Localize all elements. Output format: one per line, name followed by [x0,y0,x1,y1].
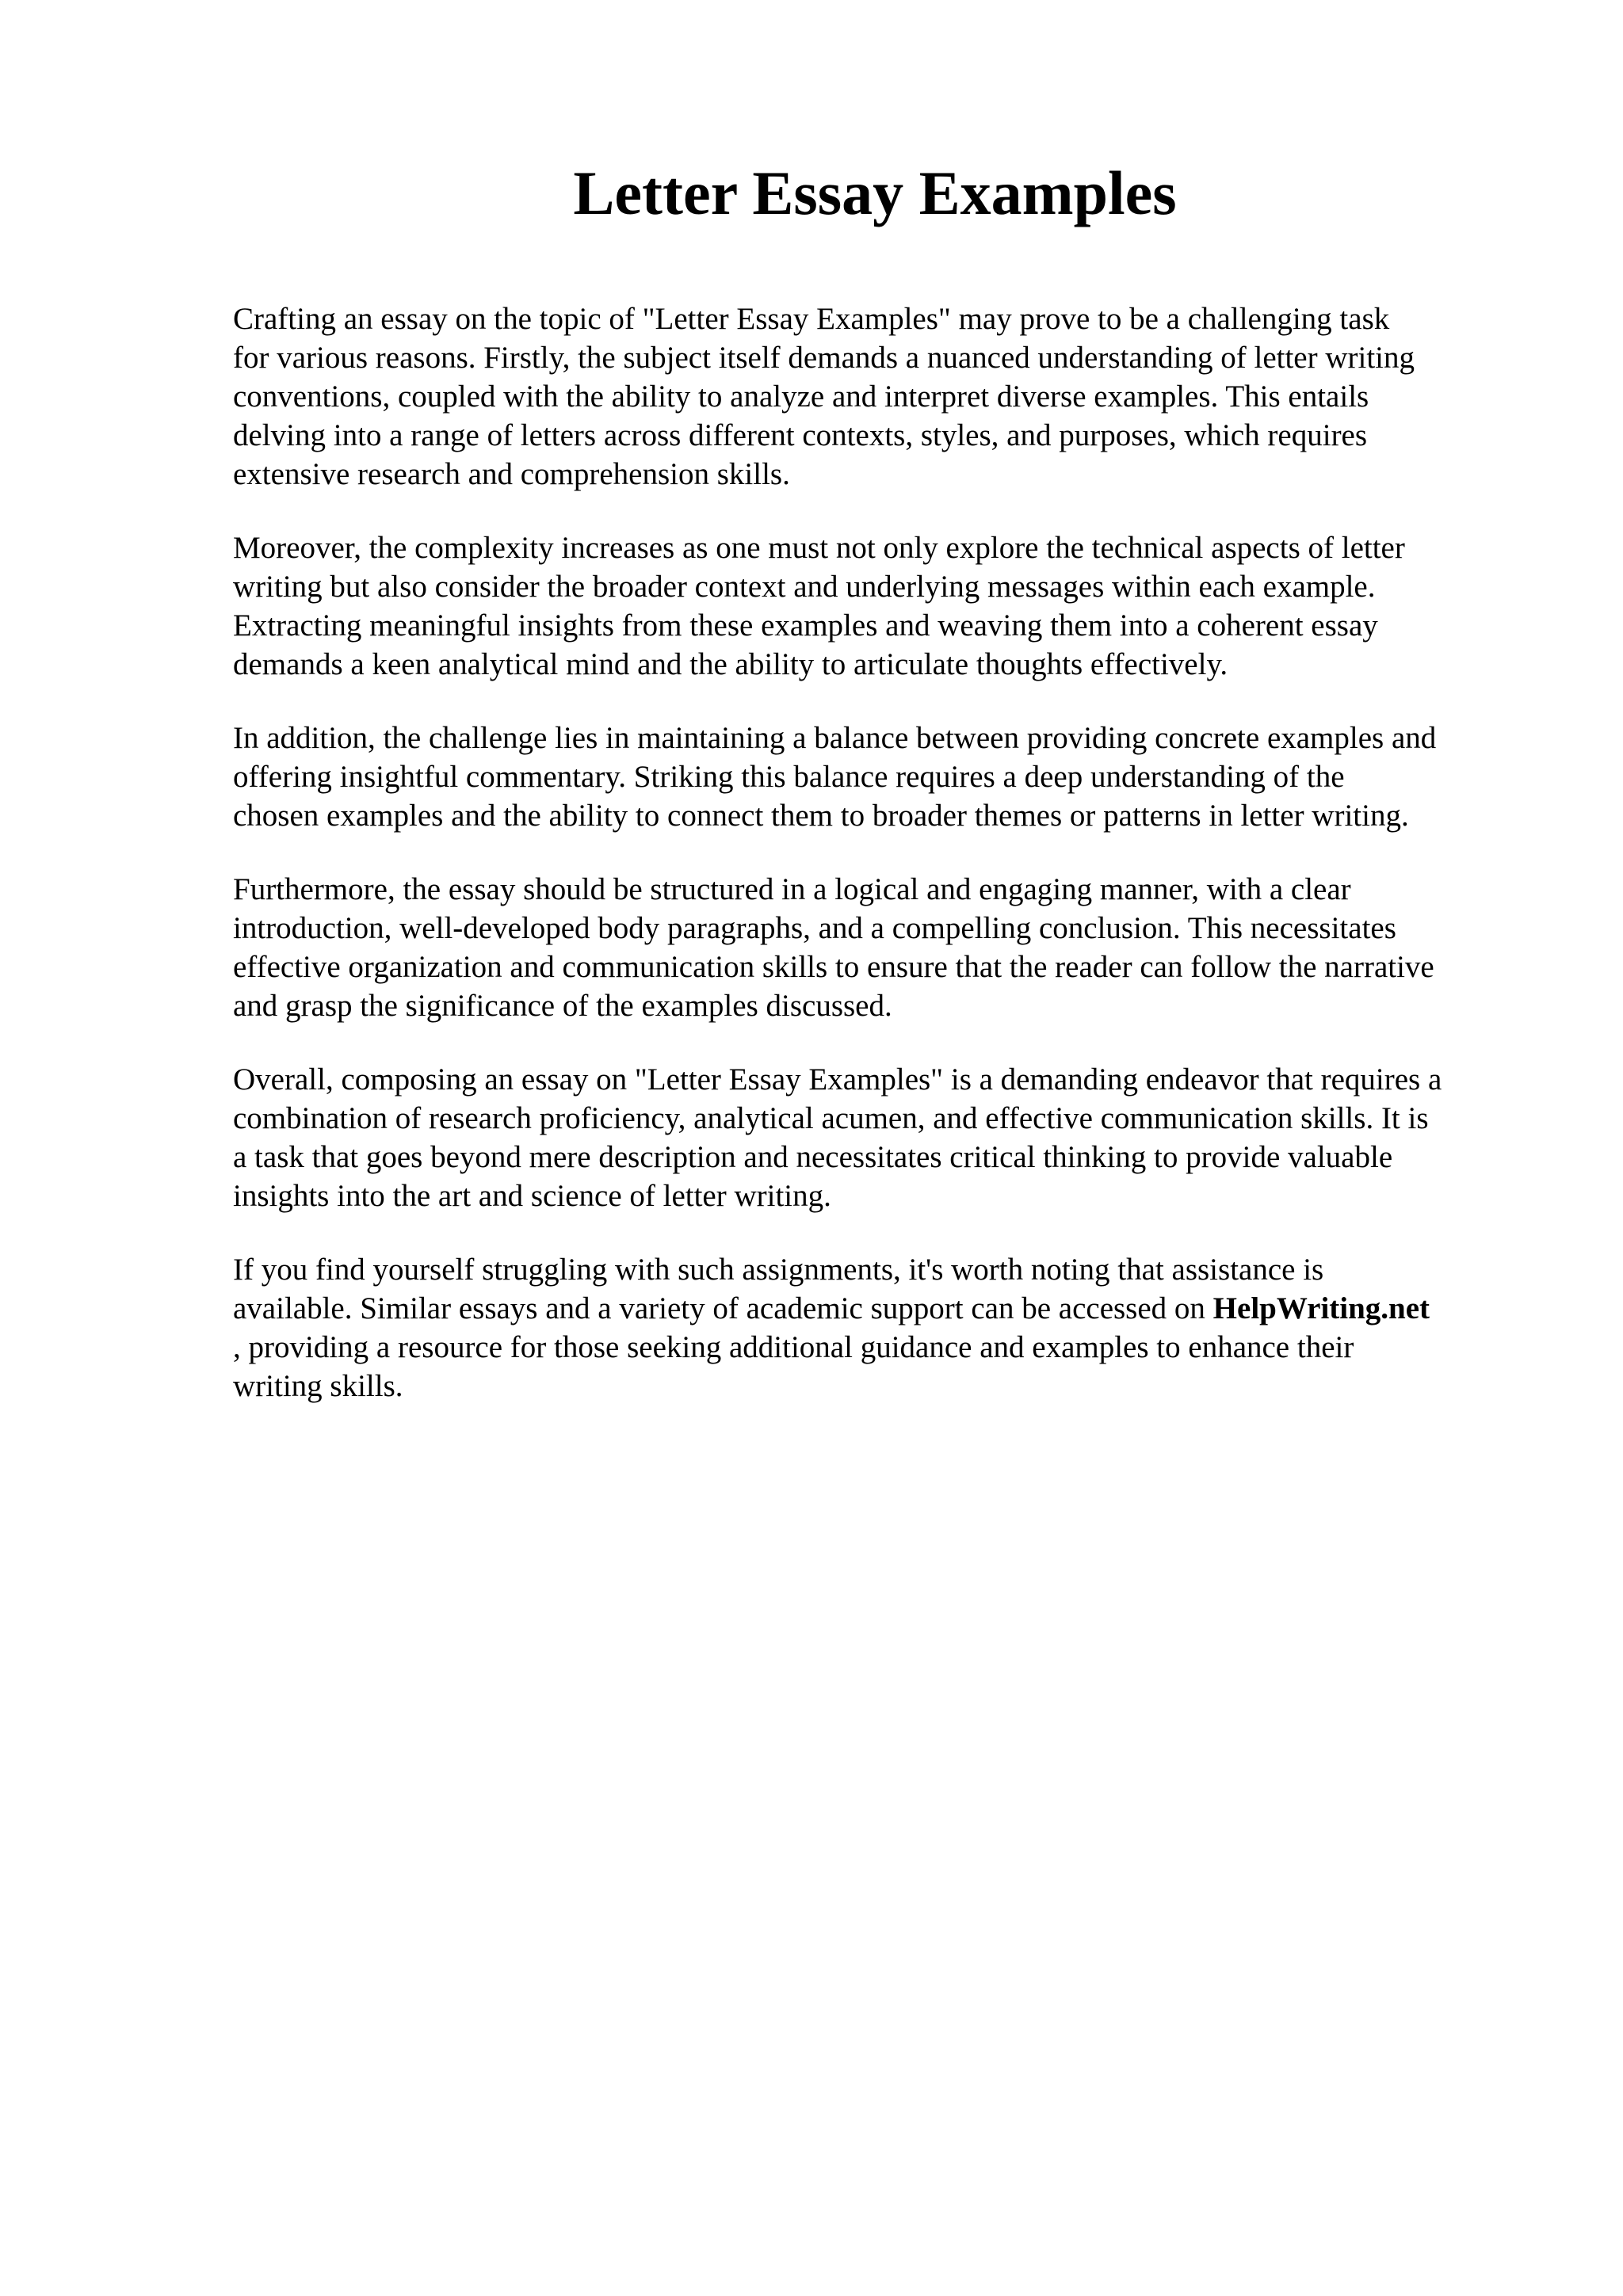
paragraph-intro [233,299,1533,494]
page-title: Letter Essay Examples [573,158,1177,227]
text-line: If you find yourself struggling with such assignments, it's worth noting that assistance is [233,1253,1324,1287]
text-line: Overall, composing an essay on "Letter Essay Examples" is a demanding endeavor that requires a [233,1062,1442,1097]
text-line: offering insightful commentary. Striking this balance requires a deep understanding of the [233,760,1345,794]
brand-name: HelpWriting.net [1212,1291,1430,1325]
text-line: writing skills. [233,1369,403,1403]
text-line: Extracting meaningful insights from these examples and weaving them into a coherent essay [233,608,1378,643]
text-line: combination of research proficiency, analytical acumen, and effective communication skills. It is [233,1101,1429,1135]
paragraph-closing [233,1250,1533,1405]
text-line: and grasp the significance of the examples discussed. [233,989,892,1023]
essay-body [233,299,1533,1440]
text-segment: available. Similar essays and a variety of academic support can be accessed on [233,1291,1213,1325]
text-line: Furthermore, the essay should be structured in a logical and engaging manner, with a clear [233,872,1351,906]
text-line: insights into the art and science of letter writing. [233,1179,831,1213]
text-line: Moreover, the complexity increases as one must not only explore the technical aspects of letter [233,531,1405,565]
text-line: writing but also consider the broader context and underlying messages within each example. [233,570,1376,604]
text-line: conventions, coupled with the ability to analyze and interpret diverse examples. This entails [233,379,1369,414]
text-line: chosen examples and the ability to connect them to broader themes or patterns in letter writing. [233,799,1409,833]
text-line: introduction, well-developed body paragraphs, and a compelling conclusion. This necessitates [233,911,1396,945]
paragraph-overall [233,1060,1533,1215]
text-line: extensive research and comprehension skills. [233,457,790,491]
text-line: a task that goes beyond mere description and necessitates critical thinking to provide valuable [233,1140,1393,1174]
text-line: , providing a resource for those seeking additional guidance and examples to enhance their [233,1330,1354,1364]
text-line: delving into a range of letters across different contexts, styles, and purposes, which requires [233,418,1368,452]
text-line: Crafting an essay on the topic of "Letter Essay Examples" may prove to be a challenging task [233,302,1390,336]
text-line: In addition, the challenge lies in maintaining a balance between providing concrete examples and [233,721,1437,755]
paragraph-balance [233,719,1533,835]
text-line: demands a keen analytical mind and the ability to articulate thoughts effectively. [233,647,1228,681]
text-line: effective organization and communication skills to ensure that the reader can follow the narrative [233,950,1434,984]
paragraph-complexity [233,528,1533,684]
text-line: for various reasons. Firstly, the subject itself demands a nuanced understanding of letter writing [233,341,1415,375]
text-line [233,1289,1533,1328]
paragraph-structure [233,870,1533,1025]
